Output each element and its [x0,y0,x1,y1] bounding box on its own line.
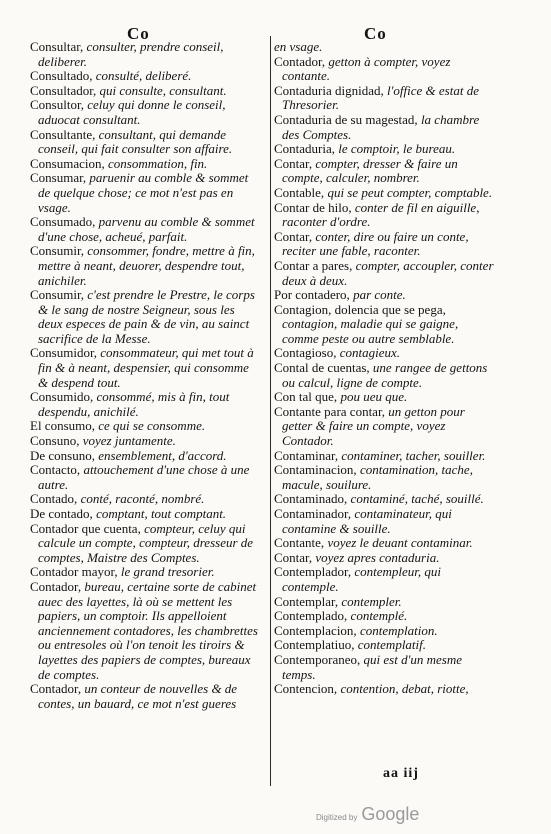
dictionary-entry [30,449,262,464]
headword: Consumado, [30,214,96,230]
dictionary-entry [274,565,496,594]
definition: attouchement d'une chose à une autre. [38,462,250,492]
headword: Consumar, [30,170,87,186]
headword: Contante, [274,535,325,551]
headword: Consuno, [30,433,80,449]
headword: Contemporaneo, [274,651,361,667]
definition: bureau, certaine sorte de cabinet auec des layettes, là où se mettent les papiers, un comptoir. Ils appelloient anciennement contadores, les chambrettes ou entresoles où l'on tenoit les tiroirs & layettes des papiers de comptes, bureaux de comptes. [38,578,258,682]
definition: ce qui se consomme. [95,418,206,434]
headword: Consumidor, [30,345,98,361]
watermark-brand: Google [361,804,420,824]
dictionary-entry [30,215,262,244]
headword: Consumacion, [30,155,105,171]
dictionary-entry [274,361,496,390]
dictionary-entry [274,84,496,113]
dictionary-entry [30,492,262,507]
dictionary-entry [30,507,262,522]
headword: Consumir, [30,243,85,259]
definition: contention, debat, riotte, [337,681,469,697]
headword: Consumido, [30,389,94,405]
headword: Consultar, [30,39,84,54]
definition: contempleur, qui contemple. [282,564,442,594]
dictionary-entry [30,390,262,419]
definition: consommer, fondre, mettre à fin, mettre à neant, deuorer, despendre tout, anichiler. [38,243,255,288]
definition: c'est prendre le Prestre, le corps & le sang de nostre Seigneur, sous les deux especes de pain & de vin, au sainct sacrifice de la Messe. [38,287,255,346]
definition: getton à compter, voyez contante. [282,53,451,84]
definition: qui est d'un mesme temps. [282,651,463,682]
definition: consultant, qui demande conseil, qui fait consulter son affaire. [38,126,233,157]
headword: Consultador, [30,82,97,98]
dictionary-entry [30,346,262,390]
headword: Contaduria de su magestad, [274,111,418,127]
headword: De consuno, [30,447,95,463]
headword: Contagioso, [274,345,337,361]
definition: compter, dresser & faire un compte, calculer, nombrer. [282,155,458,186]
watermark-prefix: Digitized by [316,813,358,822]
headword: Contador, [30,681,82,697]
definition: consulter, prendre conseil, deliberer. [38,39,224,69]
definition: contagion, maladie qui se gaigne, comme peste ou autre semblable. [282,316,459,346]
dictionary-entry [30,522,262,566]
headword: Consultante, [30,126,96,142]
headword: Contacto, [30,462,81,478]
definition: ensemblement, d'accord. [95,447,227,463]
headword: Contencion, [274,681,338,697]
definition: contamination, tache, macule, souilure. [282,462,473,492]
headword: Con tal que, [274,389,338,405]
dictionary-entry [274,201,496,230]
headword: Contaminar, [274,447,339,463]
definition: conté, raconté, nombré. [77,491,205,507]
definition: compter, accoupler, conter deux à deux. [282,257,494,288]
dictionary-entry [274,609,496,624]
definition: contaminateur, qui contamine & souille. [282,506,452,536]
dictionary-entry [30,40,262,69]
dictionary-entry [30,580,262,682]
signature-mark: aa iij [383,766,419,781]
definition: consommé, mis à fin, tout despendu, anichilé. [38,389,230,419]
headword: Contagion, dolencia que se pega, [274,301,446,317]
dictionary-entry [30,565,262,580]
headword: Consultor, [30,97,85,113]
dictionary-entry [274,113,496,142]
headword: Contemplado, [274,608,348,624]
definition: comptant, tout comptant. [92,506,227,521]
headword: Contaminacion, [274,462,357,478]
dictionary-entry [30,98,262,127]
dictionary-entry [30,128,262,157]
definition: consulté, deliberé. [92,68,192,84]
dictionary-entry [274,449,496,464]
dictionary-entry [30,244,262,288]
definition: le grand tresorier. [117,564,215,580]
dictionary-entry [274,682,496,697]
headword: Contemplar, [274,593,339,609]
definition: qui se peut compter, comptable. [324,184,493,200]
headword: Contemplatiuo, [274,637,355,653]
headword: Contador, [274,53,326,69]
headword: Contador, [30,578,82,594]
dictionary-entry [274,595,496,610]
headword: Contaminado, [274,491,348,507]
running-head-right: Co [364,24,387,43]
headword: Contar, [274,549,313,565]
dictionary-entry [274,390,496,405]
right-column [274,40,496,697]
headword: Contable, [274,184,325,200]
definition: une rangee de gettons ou calcul, ligne de compte. [282,360,488,390]
definition: l'office & estat de Thresorier. [282,82,479,113]
dictionary-entry [30,419,262,434]
dictionary-entry [274,186,496,201]
dictionary-entry [274,157,496,186]
headword: Contar a pares, [274,257,353,273]
headword: Contaduria dignidad, [274,82,384,98]
dictionary-entry [30,69,262,84]
column-divider [270,36,271,786]
dictionary-entry [274,259,496,288]
definition: contemplation. [356,622,438,638]
headword: Contar, [274,155,313,171]
dictionary-entry [274,638,496,653]
dictionary-entry [274,507,496,536]
definition: contemplé. [347,608,408,624]
digitized-watermark [316,804,419,825]
dictionary-entry [274,303,496,347]
running-head-left: Co [127,24,150,43]
definition: voyez juntamente. [79,433,176,449]
definition: parvenu au comble & sommet d'une chose, acheué, parfait. [38,214,255,244]
headword: De contado, [30,506,93,521]
definition: contagieux. [336,345,401,361]
dictionary-entry [30,434,262,449]
dictionary-entry [274,288,496,303]
dictionary-entry [274,55,496,84]
definition: contaminé, taché, souillé. [347,491,484,507]
dictionary-entry [30,84,262,99]
headword: El consumo, [30,418,95,434]
dictionary-entry [30,288,262,346]
definition: compteur, celuy qui calcule un compte, compteur, dresseur de comptes, Maistre des Comptes. [38,520,254,565]
definition: en vsage. [274,39,323,54]
dictionary-entry [274,624,496,639]
dictionary-entry [274,142,496,157]
definition: consommation, fin. [104,155,208,171]
headword: Consumir, [30,287,85,303]
headword: Contemplacion, [274,622,357,638]
definition: pou ueu que. [337,389,408,405]
headword: Por contadero, [274,287,350,303]
dictionary-entry [274,40,496,55]
dictionary-entry [274,405,496,449]
headword: Consultado, [30,68,93,84]
headword: Contar de hilo, [274,199,352,215]
definition: conter de fil en aiguille, raconter d'ordre. [282,199,480,230]
headword: Contador mayor, [30,564,118,580]
definition: par conte. [349,287,406,303]
definition: contaminer, tacher, souiller. [338,447,486,463]
headword: Contar, [274,228,313,244]
headword: Contemplador, [274,564,352,580]
headword: Contaduria, [274,141,336,157]
dictionary-entry [30,157,262,172]
dictionary-entry [274,230,496,259]
dictionary-entry [274,653,496,682]
definition: le comptoir, le bureau. [335,141,456,157]
definition: celuy qui donne le conseil, aduocat consultant. [38,97,226,127]
headword: Contante para contar, [274,403,386,419]
left-column [30,40,262,711]
definition: conter, dire ou faire un conte, reciter une fable, raconter. [282,228,469,259]
definition: un conteur de nouvelles & de contes, un bauard, ce mot n'est gueres [38,681,238,711]
definition: contempler. [338,593,402,609]
definition: voyez le deuant contaminar. [324,535,473,551]
headword: Contado, [30,491,78,507]
headword: Contal de cuentas, [274,360,370,376]
definition: voyez apres contaduria. [312,549,440,565]
dictionary-entry [30,171,262,215]
definition: un getton pour getter & faire un compte, voyez Contador. [282,403,465,449]
definition: paruenir au comble & sommet de quelque chose; ce mot n'est pas en vsage. [38,170,249,215]
dictionary-entry [274,551,496,566]
dictionary-entry [274,346,496,361]
definition: la chambre des Comptes. [282,111,480,142]
headword: Contaminador, [274,506,352,521]
dictionary-entry [274,536,496,551]
dictionary-entry [30,463,262,492]
dictionary-entry [274,492,496,507]
definition: qui consulte, consultant. [96,82,227,98]
definition: contemplatif. [354,637,427,653]
definition: consommateur, qui met tout à fin & à neant, despensier, qui consomme & despend tout. [38,345,254,390]
headword: Contador que cuenta, [30,520,141,536]
dictionary-entry [274,463,496,492]
dictionary-entry [30,682,262,711]
